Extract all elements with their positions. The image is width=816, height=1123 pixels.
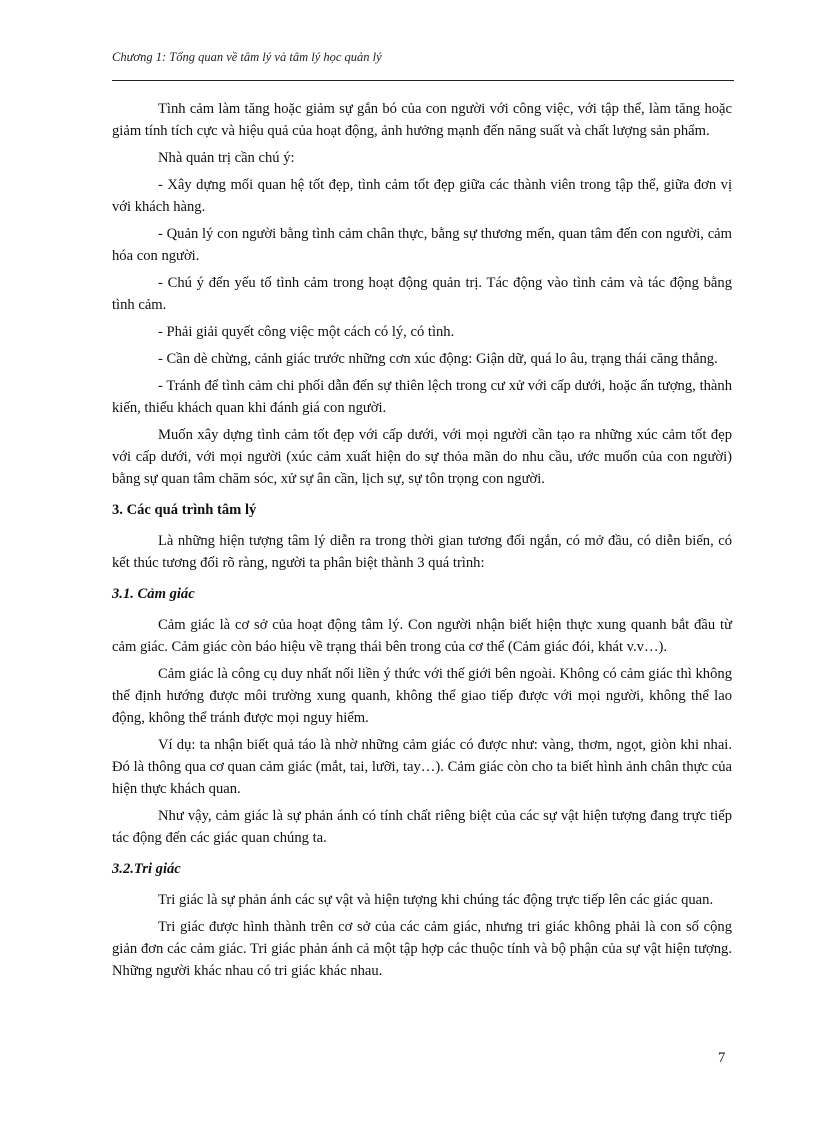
list-item: - Cần dè chừng, cảnh giác trước những cơn xúc động: Giận dữ, quá lo âu, trạng thái căng thẳng. [158,351,718,367]
running-header: Chương 1: Tổng quan về tâm lý và tâm lý học quản lý [112,50,382,64]
paragraph: Tình cảm làm tăng hoặc giảm sự gắn bó của con người với công việc, với tập thể, làm tăng hoặc giảm tính tích cực và hiệu quả của hoạt động, ảnh hưởng mạnh đến năng suất và chất lượng sản phẩm. [112,101,732,139]
paragraph: Như vậy, cảm giác là sự phản ánh có tính chất riêng biệt của các sự vật hiện tượng đang trực tiếp tác động đến các giác quan chúng ta. [112,808,732,846]
paragraph: Là những hiện tượng tâm lý diễn ra trong thời gian tương đối ngắn, có mở đầu, có diễn biến, có kết thúc tương đối rõ ràng, người ta phân biệt thành 3 quá trình: [112,533,732,571]
paragraph: Nhà quản trị cần chú ý: [158,150,295,166]
paragraph: Ví dụ: ta nhận biết quả táo là nhờ những cảm giác có được như: vàng, thơm, ngọt, giòn khi nhai. Đó là thông qua cơ quan cảm giác (mắt, tai, lưỡi, tay…). Cảm giác còn cho ta biết hình ảnh chân thực của hiện thực khách quan. [112,737,732,797]
paragraph: Cảm giác là cơ sở của hoạt động tâm lý. Con người nhận biết hiện thực xung quanh bắt đầu từ cảm giác. Cảm giác còn báo hiệu về trạng thái bên trong của cơ thể (Cảm giác đói, khát v.v…). [112,617,732,655]
paragraph: Tri giác được hình thành trên cơ sở của các cảm giác, nhưng tri giác không phải là con số cộng giản đơn các cảm giác. Tri giác phản ánh cả một tập hợp các thuộc tính và bộ phận của sự vật hiện tượng. Những người khác nhau có tri giác khác nhau. [112,919,732,979]
list-item: - Chú ý đến yếu tố tình cảm trong hoạt động quản trị. Tác động vào tình cảm và tác động bằng tình cảm. [112,275,732,313]
list-item: - Xây dựng mối quan hệ tốt đẹp, tình cảm tốt đẹp giữa các thành viên trong tập thể, giữa đơn vị với khách hàng. [112,177,732,215]
list-item: - Tránh để tình cảm chi phối dẫn đến sự thiên lệch trong cư xử với cấp dưới, hoặc ấn tượng, thành kiến, thiếu khách quan khi đánh giá con người. [112,378,732,416]
subsection-heading: 3.1. Cảm giác [112,586,195,602]
body-content [112,98,732,987]
subsection-heading: 3.2.Tri giác [112,861,181,877]
list-item: - Phải giải quyết công việc một cách có lý, có tình. [158,324,455,340]
section-heading: 3. Các quá trình tâm lý [112,502,257,518]
paragraph: Muốn xây dựng tình cảm tốt đẹp với cấp dưới, với mọi người cần tạo ra những xúc cảm tốt đẹp với cấp dưới, với mọi người (xúc cảm xuất hiện do sự thỏa mãn do nhu cầu, ước muốn của con người) bằng sự quan tâm chăm sóc, xử sự ân cần, lịch sự, sự tôn trọng con người. [112,427,732,487]
page-number: 7 [718,1050,726,1066]
paragraph: Tri giác là sự phản ánh các sự vật và hiện tượng khi chúng tác động trực tiếp lên các giác quan. [158,892,714,908]
list-item: - Quản lý con người bằng tình cảm chân thực, bằng sự thương mến, quan tâm đến con người, cảm hóa con người. [112,226,732,264]
header-divider [112,80,734,81]
paragraph: Cảm giác là công cụ duy nhất nối liền ý thức với thế giới bên ngoài. Không có cảm giác thì không thể định hướng được môi trường xung quanh, không thể giao tiếp được với mọi người, không thể lao động, không thể tránh được mọi nguy hiểm. [112,666,732,726]
